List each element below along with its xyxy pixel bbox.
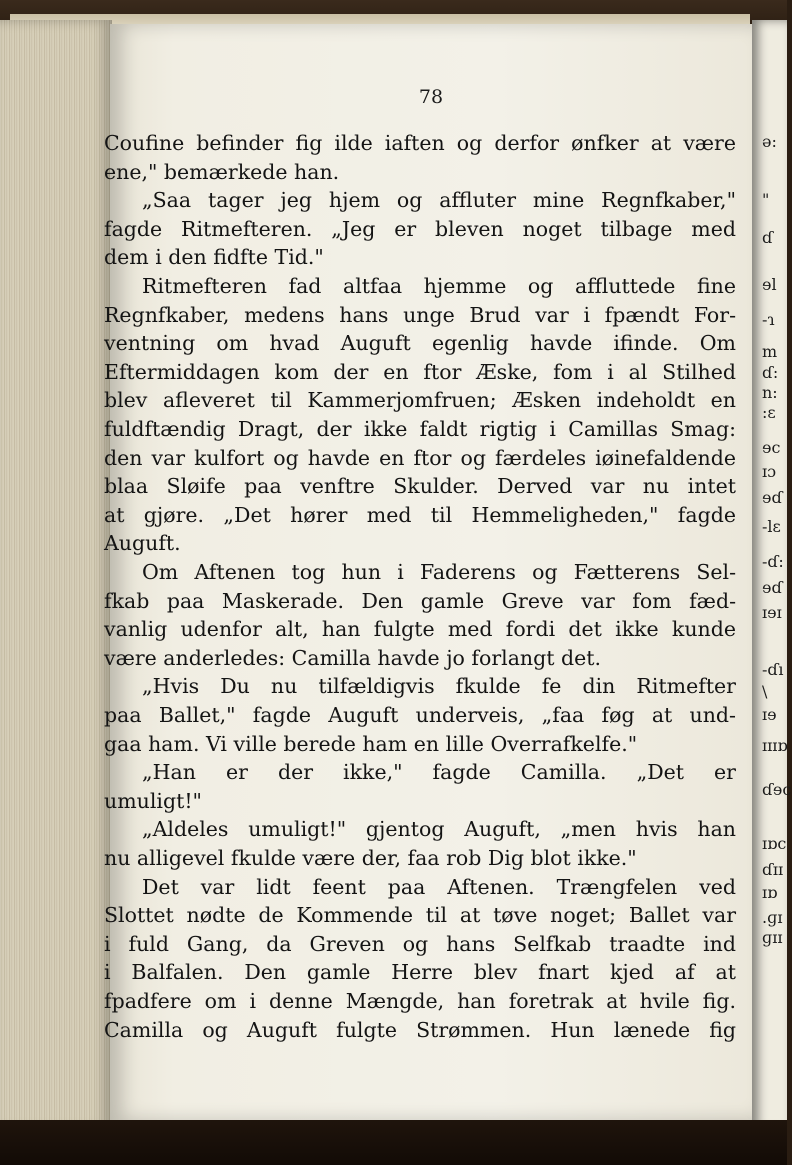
text-line: Regnfkaber, medens hans unge Brud var i fpændt For- xyxy=(104,302,736,327)
facing-page-fragment-text: ɘc xyxy=(762,438,781,457)
facing-page-fragment-text: -ɗ: xyxy=(762,552,784,571)
text-line: „Hvis Du nu tilfældigvis fkulde fe din Ritmefter xyxy=(142,674,736,699)
facing-page-fragment-text: ɗɪɪ xyxy=(762,860,784,879)
table-bottom xyxy=(0,1120,787,1165)
facing-page-fragment-text: -ɗı xyxy=(762,660,784,679)
text-line: ventning om hvad Auguft egenlig havde ifinde. Om xyxy=(104,331,736,356)
text-line: gaa ham. Vi ville berede ham en lille Overrafkelfe." xyxy=(104,731,638,756)
text-line: „Saa tager jeg hjem og affluter mine Regnfkaber," xyxy=(142,188,736,213)
text-line: fuldftændig Dragt, der ikke faldt rigtig i Camillas Smag: xyxy=(104,417,736,441)
text-line: fagde Ritmefteren. „Jeg er bleven noget tilbage med xyxy=(104,216,736,241)
text-line: være anderledes: Camilla havde jo forlangt det. xyxy=(104,645,602,670)
text-line: i fuld Gang, da Greven og hans Selfkab traadte ind xyxy=(104,931,736,956)
text-line: „Aldeles umuligt!" gjentog Auguft, „men hvis han xyxy=(142,817,736,842)
text-line: Om Aftenen tog hun i Faderens og Fætterens Sel- xyxy=(142,560,736,584)
facing-page-fragment-text: ɪɘ xyxy=(762,705,777,724)
text-line: i Balfalen. Den gamle Herre blev fnart kjed af at xyxy=(104,960,736,985)
text-line: Det var lidt feent paa Aftenen. Trængfelen ved xyxy=(142,874,736,899)
facing-page-fragment-text: \ xyxy=(762,682,768,701)
facing-page-fragment-text: -lɛ xyxy=(762,517,781,536)
text-line: dem i den fidfte Tid." xyxy=(104,245,324,270)
text-line: blev afleveret til Kammerjomfruen; Æsken indeholdt en xyxy=(104,388,736,413)
facing-page-fragment-text: ə: xyxy=(762,132,777,151)
text-line: umuligt!" xyxy=(104,788,202,813)
text-line: blaa Sløife paa venftre Skulder. Derved var nu intet xyxy=(104,474,736,499)
text-line: „Han er der ikke," fagde Camilla. „Det er xyxy=(142,760,736,785)
facing-page-fragment-text: ɘɗ xyxy=(762,488,783,507)
facing-page-fragment-text: ɗ xyxy=(762,228,773,247)
facing-page-fragment-text: ɗ: xyxy=(762,363,779,382)
facing-page-fragment-text: .ɡɪ xyxy=(762,908,783,927)
book-page-edges xyxy=(0,20,112,1130)
text-line: Camilla og Auguft fulgte Strømmen. Hun lænede fig xyxy=(104,1017,736,1042)
facing-page-fragment-text: ɗɘc xyxy=(762,780,792,799)
facing-page-fragment-text: ɪɪɪɒ xyxy=(762,736,788,755)
text-line: vanlig udenfor alt, han fulgte med fordi det ikke kunde xyxy=(104,617,736,642)
text-line: fpadfere om i denne Mængde, han foretrak at hvile fig. xyxy=(104,989,736,1013)
facing-page-fragment xyxy=(752,20,792,1130)
facing-page-fragment-text: ɘl xyxy=(762,275,777,294)
text-line: Eftermiddagen kom der en ftor Æske, fom i al Stilhed xyxy=(104,359,736,384)
page-number: 78 xyxy=(418,86,444,108)
facing-page-fragment-text: -ɿ xyxy=(762,310,775,329)
facing-page-fragment-text: ɪɔ xyxy=(762,462,777,481)
text-line: Ritmefteren fad altfaa hjemme og affluttede fine xyxy=(142,274,736,298)
facing-page-fragment-text: :ɛ xyxy=(762,403,776,422)
text-line: Slottet nødte de Kommende til at tøve noget; Ballet var xyxy=(104,903,736,928)
facing-page-fragment-text: " xyxy=(762,190,770,209)
text-line: at gjøre. „Det hører med til Hemmeligheden," fagde xyxy=(104,502,736,527)
text-line: nu alligevel fkulde være der, faa rob Dig blot ikke." xyxy=(104,846,637,870)
text-line: Coufine befinder fig ilde iaften og derfor ønfker at være xyxy=(104,131,736,155)
facing-page-fragment-text: ɪɒc xyxy=(762,834,787,853)
facing-page-fragment-text: n: xyxy=(762,383,778,402)
text-line: ene," bemærkede han. xyxy=(104,159,340,184)
facing-page-fragment-text: ɡɪɪ xyxy=(762,928,783,947)
facing-page-fragment-text: ɘɗ xyxy=(762,578,783,597)
facing-page-fragment-text: m xyxy=(762,342,778,361)
text-line: Auguft. xyxy=(104,531,181,556)
facing-page-fragment-text: ɪɒ xyxy=(762,883,778,902)
text-line: paa Ballet," fagde Auguft underveis, „faa føg at und- xyxy=(104,703,736,727)
text-line: fkab paa Maskerade. Den gamle Greve var fom fæd- xyxy=(104,588,736,613)
facing-page-fragment-text: ɪɘɪ xyxy=(762,603,782,622)
text-line: den var kulfort og havde en ftor og færdeles iøinefaldende xyxy=(104,445,736,470)
